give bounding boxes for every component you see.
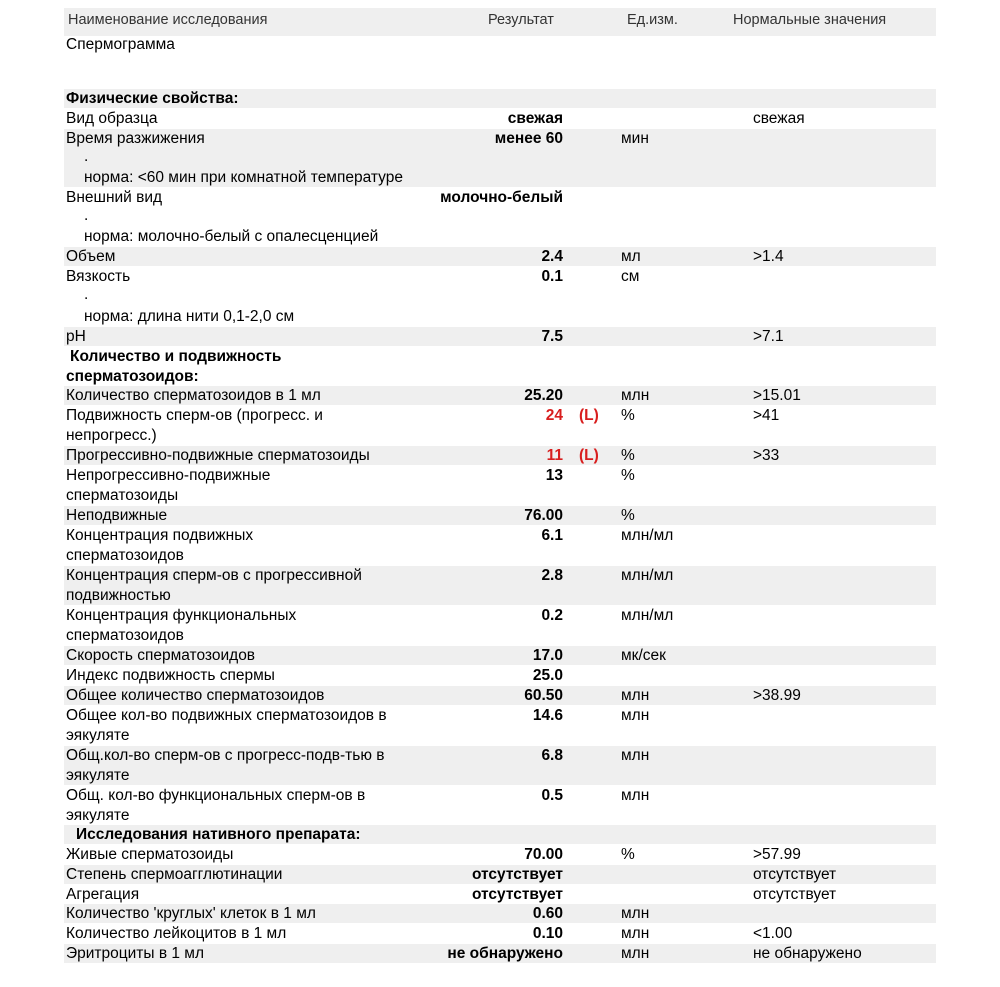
row-name: Концентрация подвижных сперматозоидов: [66, 527, 254, 564]
row-unit: млн: [621, 687, 650, 704]
report-title: Спермограмма: [66, 36, 175, 53]
row-name: Количество сперматозоидов в 1 мл: [66, 387, 321, 404]
row-note: норма: <60 мин при комнатной температуре: [84, 169, 403, 186]
table-row: [64, 446, 936, 465]
row-result: 24: [545, 407, 563, 424]
row-result: 7.5: [541, 328, 563, 345]
table-row: [64, 506, 936, 525]
row-result: 0.60: [532, 905, 563, 922]
row-name: Индекс подвижность спермы: [66, 667, 275, 684]
table-row: [64, 466, 936, 505]
row-name: Скорость сперматозоидов: [66, 647, 256, 664]
row-norm: отсутствует: [753, 886, 837, 903]
row-name: Общее количество сперматозоидов: [66, 687, 325, 704]
table-row: [64, 566, 936, 605]
row-unit: млн/мл: [621, 567, 674, 584]
header-result: Результат: [488, 12, 554, 28]
row-unit: млн: [621, 905, 650, 922]
row-name: Количество 'круглых' клеток в 1 мл: [66, 905, 316, 922]
row-name: Общее кол-во подвижных сперматозоидов в эякуляте: [66, 707, 387, 744]
table-header: [64, 8, 936, 36]
row-name: Время разжижения: [66, 130, 205, 147]
row-name: Прогрессивно-подвижные сперматозоиды: [66, 447, 370, 464]
row-unit: млн: [621, 707, 650, 724]
row-dot: .: [84, 207, 89, 224]
table-row: [64, 944, 936, 963]
row-result: 13: [545, 467, 563, 484]
row-result: 25.20: [524, 387, 563, 404]
row-result: 2.8: [541, 567, 563, 584]
row-name: Внешний вид: [66, 189, 163, 206]
table-row: [64, 786, 936, 825]
header-norm: Нормальные значения: [733, 12, 887, 28]
row-result: 14.6: [532, 707, 563, 724]
row-unit: %: [621, 407, 635, 424]
row-result: отсутствует: [471, 866, 563, 883]
table-row: [64, 327, 936, 346]
row-dot: .: [84, 286, 89, 303]
row-name: Концентрация функциональных сперматозоидов: [66, 607, 297, 644]
row-flag: (L): [579, 407, 599, 424]
row-unit: %: [621, 846, 635, 863]
row-norm: не обнаружено: [753, 945, 862, 962]
row-dot: .: [84, 148, 89, 165]
row-flag: (L): [579, 447, 599, 464]
row-unit: мк/сек: [621, 647, 666, 664]
row-name: Вид образца: [66, 110, 158, 127]
row-norm: >38.99: [753, 687, 801, 704]
table-row: [64, 267, 936, 326]
section-native: [64, 825, 936, 844]
row-result: 25.0: [532, 667, 563, 684]
table-row: [64, 666, 936, 685]
row-unit: см: [621, 268, 640, 285]
row-name: Количество лейкоцитов в 1 мл: [66, 925, 287, 942]
row-norm: >57.99: [753, 846, 801, 863]
row-norm: >41: [753, 407, 780, 424]
row-unit: млн/мл: [621, 527, 674, 544]
row-norm: >1.4: [753, 248, 784, 265]
header-name: Наименование исследования: [68, 12, 268, 28]
row-result: менее 60: [494, 130, 563, 147]
row-result: 0.10: [532, 925, 563, 942]
row-result: 2.4: [541, 248, 563, 265]
row-result: 0.5: [541, 787, 563, 804]
row-norm: отсутствует: [753, 866, 837, 883]
row-result: 76.00: [524, 507, 563, 524]
row-unit: млн: [621, 945, 650, 962]
row-unit: млн: [621, 925, 650, 942]
row-result: молочно-белый: [440, 189, 563, 206]
row-unit: мл: [621, 248, 641, 265]
row-norm: >33: [753, 447, 780, 464]
section-title-line2: сперматозоидов:: [66, 368, 199, 385]
table-row: [64, 686, 936, 705]
table-row: [64, 904, 936, 923]
row-name: Концентрация сперм-ов с прогрессивной подвижностью: [66, 567, 362, 604]
table-row: [64, 746, 936, 785]
row-norm: >15.01: [753, 387, 801, 404]
row-unit: %: [621, 447, 635, 464]
row-unit: %: [621, 467, 635, 484]
header-unit: Ед.изм.: [627, 12, 678, 28]
row-unit: млн: [621, 387, 650, 404]
row-result: 11: [546, 447, 563, 464]
row-name: Общ. кол-во функциональных сперм-ов в эякуляте: [66, 787, 366, 824]
table-row: [64, 865, 936, 884]
table-row: [64, 386, 936, 405]
row-norm: >7.1: [753, 328, 784, 345]
row-name: Эритроциты в 1 мл: [66, 945, 205, 962]
row-result: отсутствует: [471, 886, 563, 903]
section-physical: [64, 89, 936, 108]
row-name: Объем: [66, 248, 116, 265]
row-unit: %: [621, 507, 635, 524]
table-row: [64, 885, 936, 904]
table-row: [64, 406, 936, 445]
row-name: pH: [66, 328, 86, 345]
table-row: [64, 606, 936, 645]
row-norm: <1.00: [753, 925, 793, 942]
row-name: Общ.кол-во сперм-ов с прогресс-подв-тью в эякуляте: [66, 747, 385, 784]
row-name: Непрогрессивно-подвижные сперматозоиды: [66, 467, 271, 504]
row-name: Агрегация: [66, 886, 140, 903]
row-result: 0.1: [541, 268, 563, 285]
table-row: [64, 706, 936, 745]
row-norm: свежая: [753, 110, 805, 127]
row-result: 60.50: [524, 687, 563, 704]
row-result: 6.8: [541, 747, 563, 764]
row-note: норма: молочно-белый с опалесценцией: [84, 228, 379, 245]
row-result: свежая: [507, 110, 563, 127]
section-title-line1: Количество и подвижность: [70, 348, 282, 365]
row-unit: млн: [621, 747, 650, 764]
table-row: [64, 247, 936, 266]
row-unit: мин: [621, 130, 649, 147]
table-row: [64, 646, 936, 665]
table-row: [64, 109, 936, 128]
row-unit: млн: [621, 787, 650, 804]
table-row: [64, 129, 936, 187]
row-note: норма: длина нити 0,1-2,0 см: [84, 308, 295, 325]
table-row: [64, 924, 936, 943]
row-result: 6.1: [541, 527, 563, 544]
row-result: не обнаружено: [447, 945, 563, 962]
table-row: [64, 526, 936, 565]
row-result: 17.0: [532, 647, 563, 664]
table-row: [64, 845, 936, 864]
row-result: 70.00: [524, 846, 563, 863]
row-name: Неподвижные: [66, 507, 168, 524]
row-unit: млн/мл: [621, 607, 674, 624]
row-name: Степень спермоагглютинации: [66, 866, 283, 883]
row-result: 0.2: [541, 607, 563, 624]
row-name: Живые сперматозоиды: [66, 846, 234, 863]
section-count: [64, 347, 936, 385]
table-row: [64, 188, 936, 246]
row-name: Подвижность сперм-ов (прогресс. и непрогресс.): [66, 407, 323, 444]
section-title: Физические свойства:: [66, 90, 239, 107]
row-name: Вязкость: [66, 268, 131, 285]
section-title: Исследования нативного препарата:: [76, 826, 361, 843]
